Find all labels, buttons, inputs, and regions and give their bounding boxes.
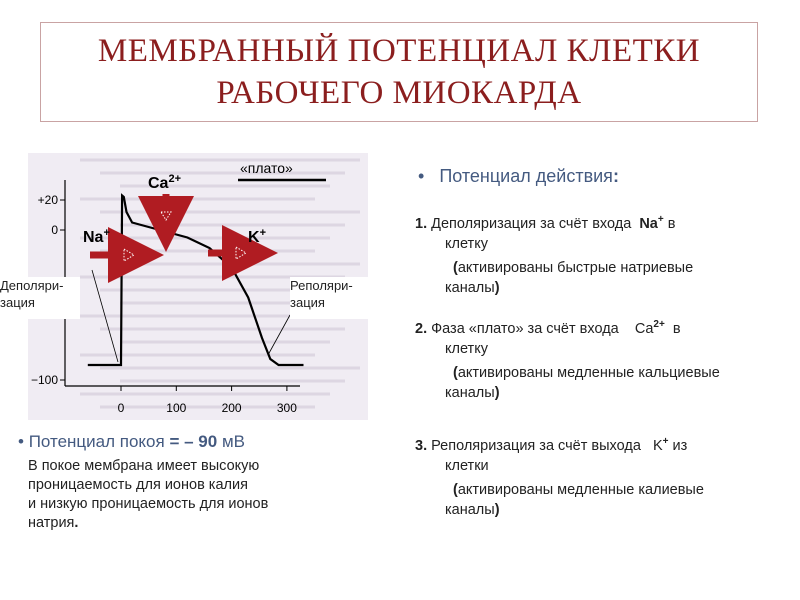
x-tick-label: 0 — [117, 401, 125, 415]
ca-label: $Ca^{2+}$ — [148, 173, 181, 192]
title-line-1: МЕМБРАННЫЙ ПОТЕНЦИАЛ КЛЕТКИ — [97, 33, 701, 69]
title-box — [40, 22, 758, 122]
x-tick-label: 100 — [166, 401, 187, 415]
repolarization-label — [290, 277, 368, 319]
repol-line-1: Реполяри- — [290, 278, 353, 293]
title-line-2: РАБОЧЕГО МИОКАРДА — [216, 75, 582, 111]
depol-line-2: зация — [0, 295, 35, 310]
k-label: K+ — [248, 227, 266, 246]
bullet-dot: • — [18, 432, 24, 451]
plateau-label: «плато» — [240, 160, 293, 176]
ca-arrow — [161, 194, 171, 238]
y-tick-label: +20 — [37, 193, 58, 207]
action-potential-heading: • Потенциал действия: — [418, 166, 619, 186]
depolarization-label — [0, 277, 80, 319]
x-tick-label: 300 — [276, 401, 297, 415]
resting-potential-text: В покое мембрана имеет высокую проницаемость для ионов калия и низкую проницаемость для ионов натрия. — [28, 458, 269, 531]
na-label: Na+ — [83, 227, 110, 246]
repol-line-2: зация — [290, 295, 325, 310]
y-tick-label: −100 — [30, 373, 58, 387]
bullet-dot: • — [418, 166, 425, 186]
depol-line-1: Деполяри- — [0, 278, 64, 293]
step-2: 2. Фаза «плато» за счёт входа $Ca^{2+}$ в клетку (активированы медленные кальциевые каналы) — [415, 319, 720, 401]
y-tick-label: 0 — [51, 223, 58, 237]
resting-potential-heading: • Потенциал покоя = – 90 мВ — [18, 432, 245, 451]
x-tick-label: 200 — [221, 401, 242, 415]
step-3: 3. Реполяризация за счёт выхода K+ из клетки (активированы медленные калиевые каналы) — [415, 436, 704, 518]
step-1: 1. Деполяризация за счёт входа Na+ в клетку (активированы быстрые натриевые каналы) — [415, 214, 694, 296]
